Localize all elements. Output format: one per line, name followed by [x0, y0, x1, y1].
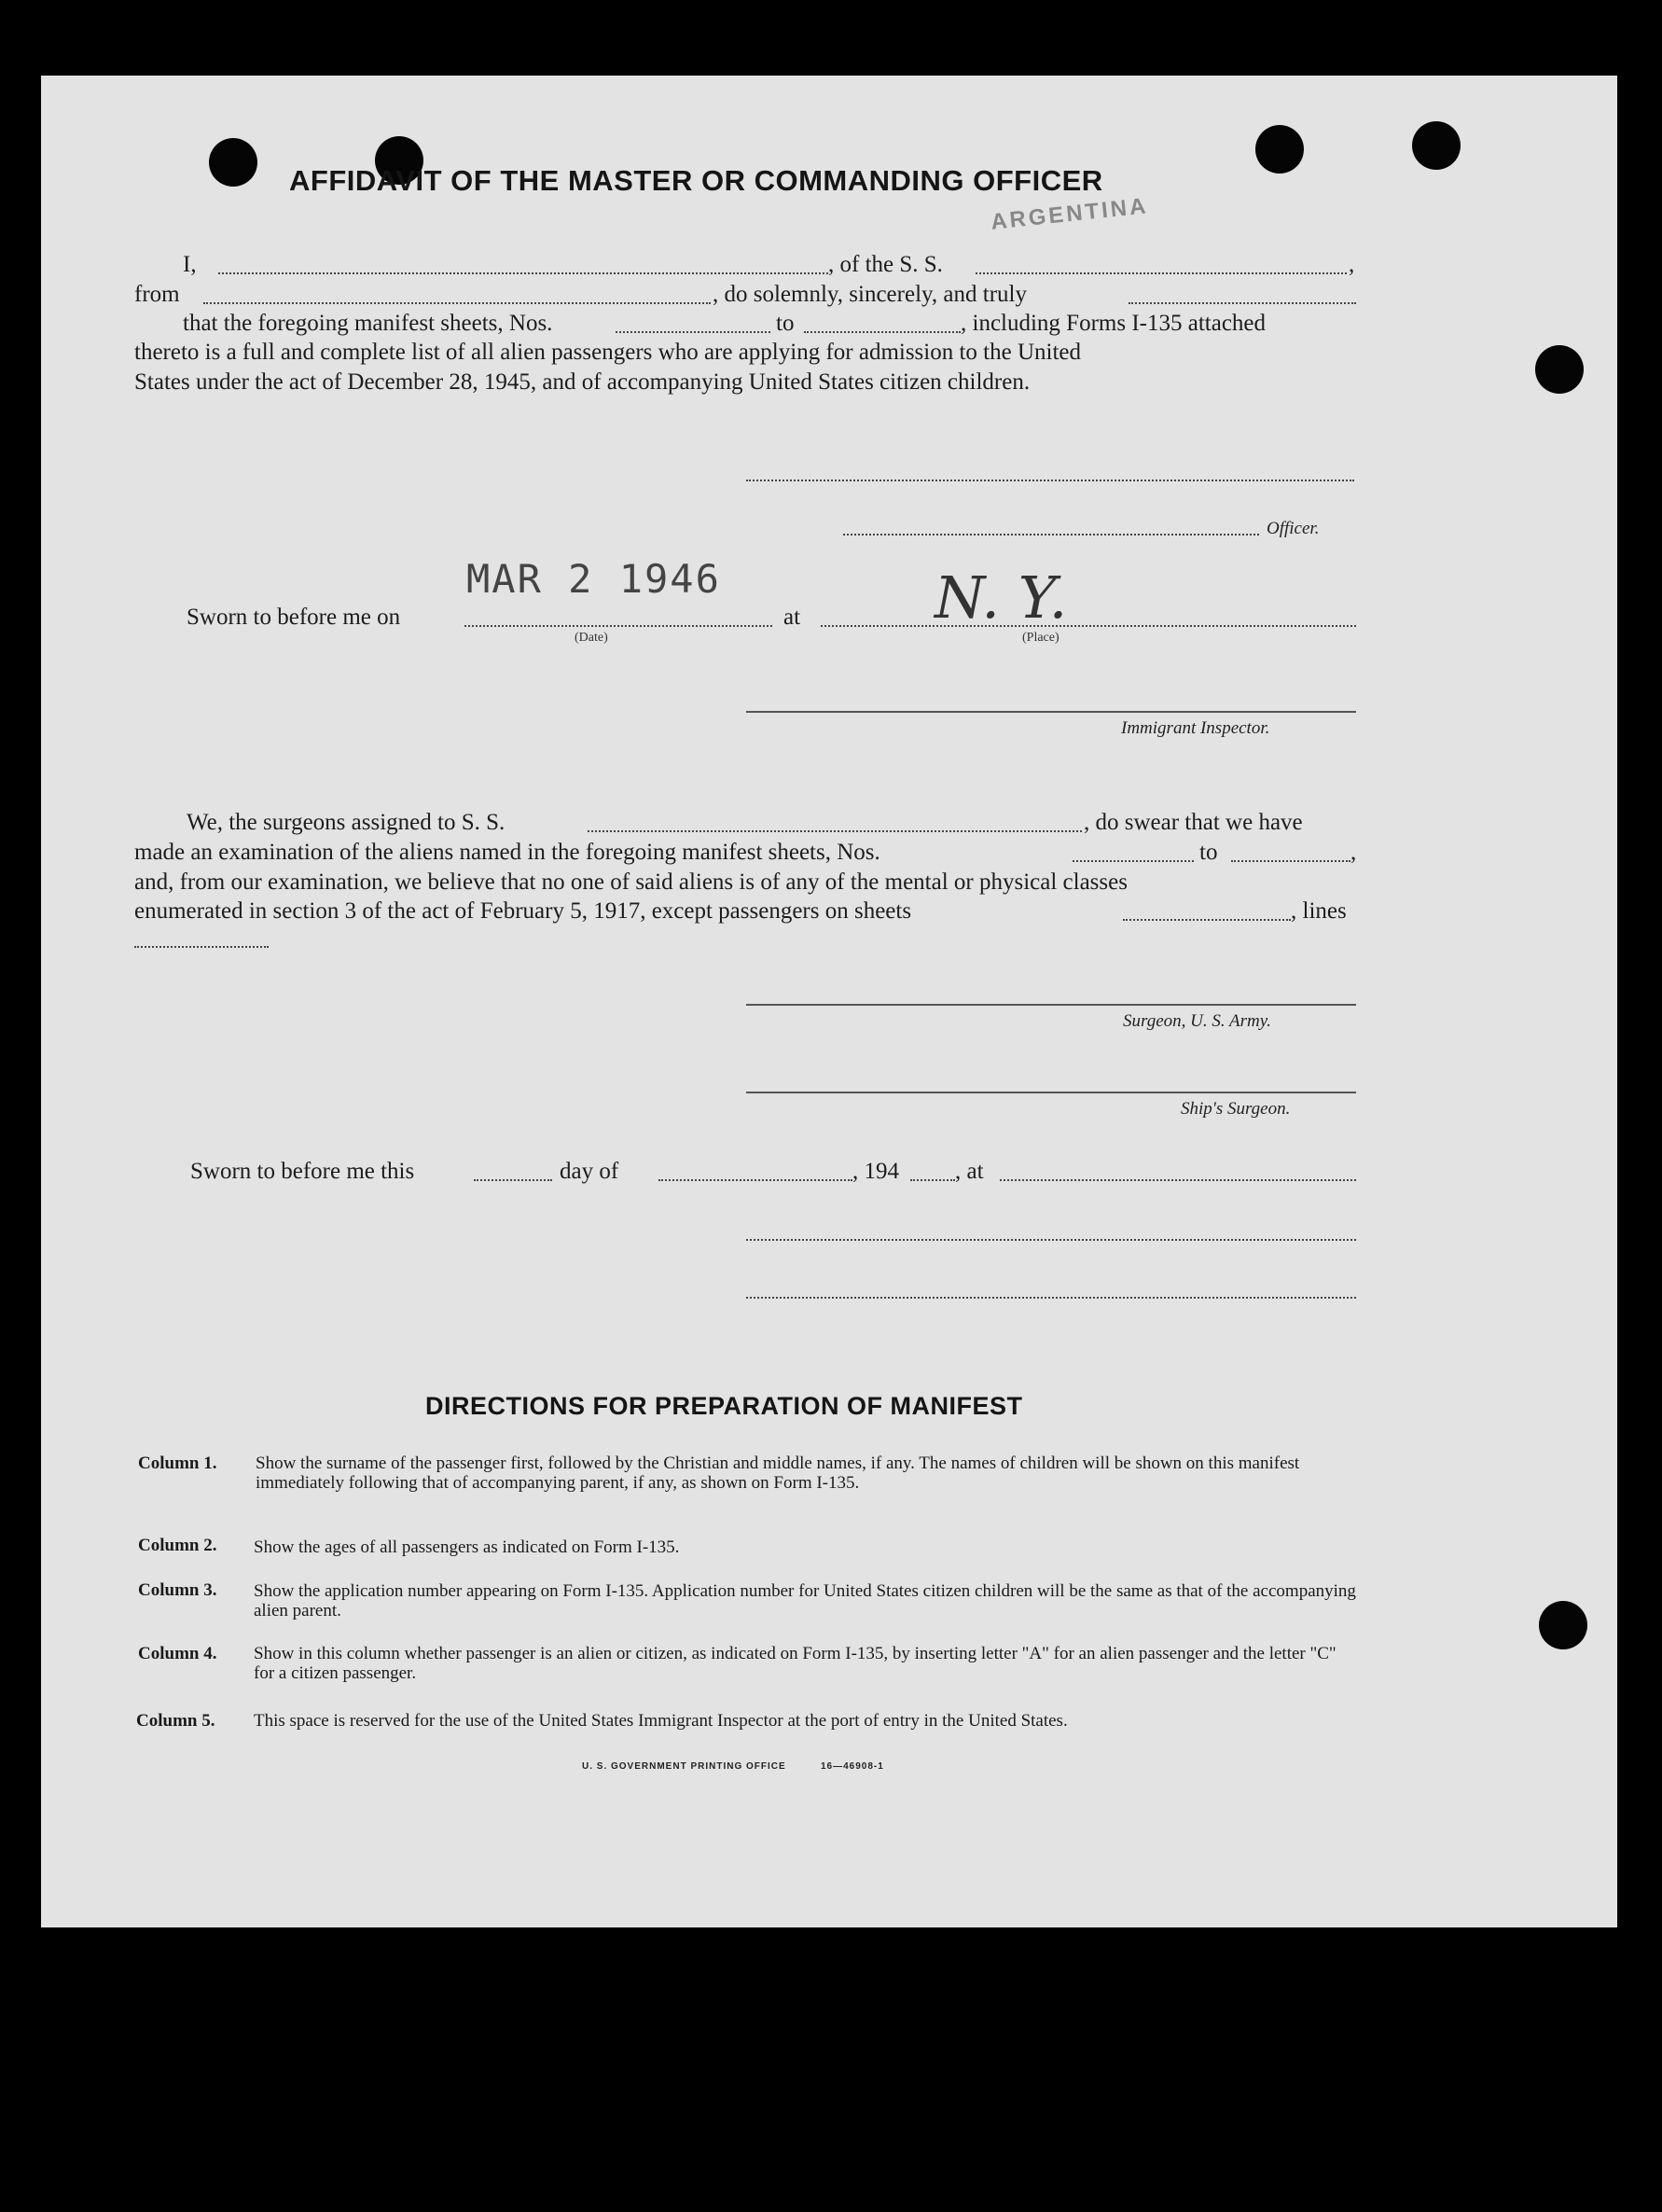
column-direction: Show the ages of all passengers as indicated on Form I-135.	[254, 1537, 680, 1557]
affidavit-text: that the foregoing manifest sheets, Nos.	[183, 311, 553, 336]
place-caption: (Place)	[1022, 631, 1060, 645]
column-direction: This space is reserved for the use of the United States Immigrant Inspector at the port of entry in the United States.	[254, 1711, 1068, 1731]
directions-title: DIRECTIONS FOR PREPARATION OF MANIFEST	[425, 1392, 1023, 1420]
sworn-date-field[interactable]	[464, 625, 772, 627]
column-label: Column 1.	[138, 1454, 217, 1473]
surgeon-text: and, from our examination, we believe that no one of said aliens is of any of the mental or physical classes	[134, 869, 1128, 895]
officer-signature-line[interactable]	[843, 534, 1259, 536]
surgeon-text: enumerated in section 3 of the act of February 5, 1917, except passengers on sheets	[134, 898, 912, 924]
surgeon-text: to	[1199, 840, 1218, 865]
ship-surgeon-signature-line[interactable]	[746, 1092, 1356, 1093]
sworn-label: Sworn to before me this	[190, 1159, 415, 1184]
sworn-place-field[interactable]	[1000, 1179, 1356, 1181]
surgeon-sheet-from-field[interactable]	[1073, 860, 1194, 862]
signature-line[interactable]	[746, 1239, 1356, 1241]
surgeon-ship-field[interactable]	[588, 830, 1082, 832]
column-direction: Show the application number appearing on Form I-135. Application number for United States citizen children will be the same as that of the accompanying alien parent.	[254, 1581, 1356, 1621]
exception-sheets-field[interactable]	[1123, 919, 1291, 921]
officer-signature-line[interactable]	[746, 480, 1354, 481]
army-surgeon-signature-line[interactable]	[746, 1004, 1356, 1006]
surgeon-text: ,	[1350, 840, 1357, 865]
at-label: , at	[955, 1159, 984, 1184]
sheet-from-field[interactable]	[616, 331, 770, 333]
date-caption: (Date)	[575, 631, 608, 645]
oath-field[interactable]	[1129, 302, 1356, 304]
ship-name-field[interactable]	[976, 272, 1347, 274]
affidavit-text: to	[776, 311, 795, 336]
officer-caption: Officer.	[1267, 519, 1320, 538]
column-label: Column 4.	[138, 1644, 217, 1663]
signature-line[interactable]	[746, 1297, 1356, 1299]
affidavit-text: States under the act of December 28, 1945, and of accompanying United States citizen children.	[134, 369, 1031, 395]
column-label: Column 5.	[136, 1711, 215, 1731]
surgeon-sheet-to-field[interactable]	[1231, 860, 1350, 862]
ship-surgeon-caption: Ship's Surgeon.	[1181, 1099, 1291, 1119]
form-code: 16—46908-1	[821, 1761, 884, 1772]
printer-imprint: U. S. GOVERNMENT PRINTING OFFICE	[582, 1761, 786, 1772]
page-title: AFFIDAVIT OF THE MASTER OR COMMANDING OFFICER	[289, 164, 1103, 197]
affidavit-text: ,	[1349, 252, 1355, 277]
day-of-label: day of	[560, 1159, 619, 1184]
sworn-month-field[interactable]	[658, 1179, 852, 1181]
surgeon-text: , lines	[1291, 898, 1347, 924]
place-handwriting: N. Y.	[935, 563, 1068, 632]
sheet-to-field[interactable]	[804, 331, 961, 333]
inspector-signature-line[interactable]	[746, 711, 1356, 713]
origin-port-field[interactable]	[203, 302, 711, 304]
affidavit-text: , including Forms I-135 attached	[961, 311, 1267, 336]
surgeon-text: We, the surgeons assigned to S. S.	[187, 810, 506, 835]
year-label: , 194	[852, 1159, 899, 1184]
sworn-label: Sworn to before me on	[187, 605, 401, 630]
column-direction: Show the surname of the passenger first, followed by the Christian and middle names, if any. The names of children will be shown on this manifest immediately following that of accompanying parent, if any, as shown on Form I-135.	[256, 1454, 1300, 1493]
affidavit-text: I,	[183, 252, 197, 277]
surgeon-text: , do swear that we have	[1084, 810, 1303, 835]
sworn-day-field[interactable]	[474, 1179, 552, 1181]
column-direction: Show in this column whether passenger is an alien or citizen, as indicated on Form I-135, by inserting letter "A" for an alien passenger and the letter "C" for a citizen passenger.	[254, 1644, 1337, 1683]
punch-hole	[1255, 125, 1304, 174]
column-label: Column 2.	[138, 1536, 217, 1555]
punch-hole	[209, 138, 257, 187]
country-stamp: ARGENTINA	[990, 193, 1150, 235]
affidavit-text: , of the S. S.	[828, 252, 943, 277]
exception-lines-field[interactable]	[134, 946, 269, 948]
affidavit-text: , do solemnly, sincerely, and truly	[713, 282, 1027, 307]
at-label: at	[783, 605, 801, 630]
affidavit-text: from	[134, 282, 180, 307]
army-surgeon-caption: Surgeon, U. S. Army.	[1123, 1011, 1271, 1031]
punch-hole	[1539, 1601, 1587, 1649]
surgeon-text: made an examination of the aliens named in the foregoing manifest sheets, Nos.	[134, 840, 880, 865]
affidavit-text: thereto is a full and complete list of all alien passengers who are applying for admission to the United	[134, 340, 1082, 365]
master-name-field[interactable]	[218, 272, 828, 274]
sworn-place-field[interactable]	[821, 625, 1356, 627]
punch-hole	[1535, 345, 1584, 394]
inspector-caption: Immigrant Inspector.	[1121, 718, 1270, 738]
date-stamp: MAR 2 1946	[466, 556, 721, 602]
sworn-year-field[interactable]	[910, 1179, 955, 1181]
column-label: Column 3.	[138, 1580, 217, 1600]
punch-hole	[1412, 121, 1461, 170]
